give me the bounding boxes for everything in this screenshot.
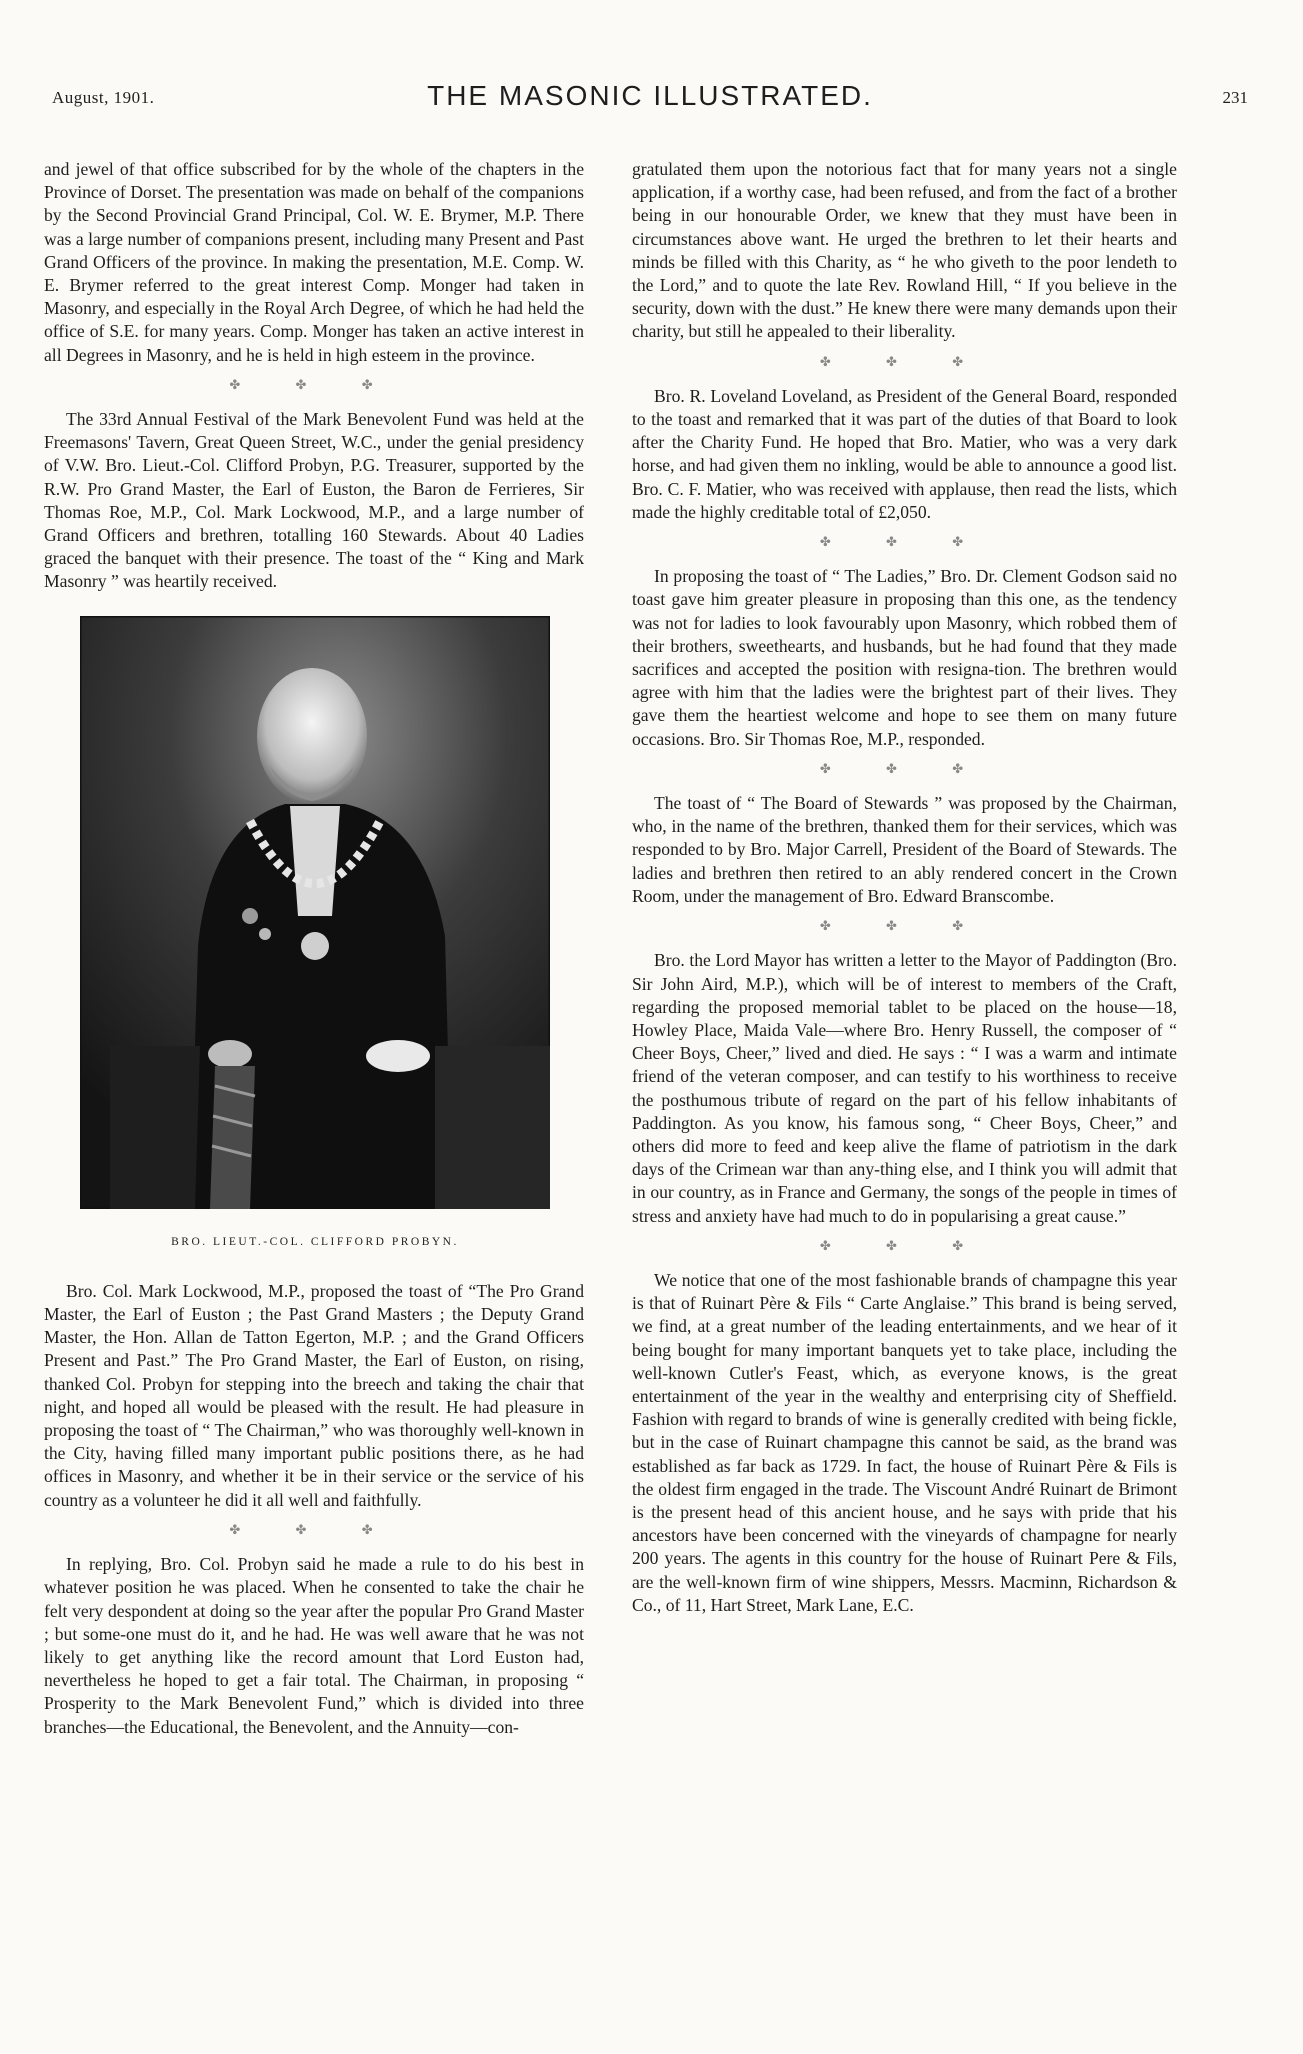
portrait-figure: [80, 616, 550, 1254]
ornament-separator: ✤ ✤ ✤: [819, 1237, 990, 1253]
page-header: [52, 80, 1248, 120]
ornament-separator: ✤ ✤ ✤: [819, 534, 990, 550]
ornament-separator: ✤ ✤ ✤: [229, 376, 399, 392]
paragraph: and jewel of that office subscribed for by the whole of the chapters in the Province of Dorset. The presentation was made on behalf of the companions by the Second Provincial Grand Principal, Col. W. E. Brymer, M.P. There was a large number of companions present, including many Present and Past Grand Officers of the province. In making the presentation, M.E. Comp. W. E. Brymer referred to the great interest Comp. Monger had taken in Masonry, and especially in the Royal Arch Degree, of which he had held the office of S.E. for many years. Comp. Monger has taken an active interest in all Degrees in Masonry, and he is held in high esteem in the province.: [44, 159, 584, 365]
paragraph: The 33rd Annual Festival of the Mark Benevolent Fund was held at the Freemasons' Tavern, Great Queen Street, W.C., under the genial presidency of V.W. Bro. Lieut.-Col. Clifford Probyn, P.G. Treasurer, supported by the R.W. Pro Grand Master, the Earl of Euston, the Baron de Ferrieres, Sir Thomas Roe, M.P., Col. Mark Lockwood, M.P., and a large number of Grand Officers and brethren, totalling 160 Stewards. About 40 Ladies graced the banquet with their presence. The toast of the “ King and Mark Masonry ” was heartily received.: [44, 409, 584, 592]
page-number: 231: [1222, 88, 1248, 107]
paragraph: Bro. R. Loveland Loveland, as President of the General Board, responded to the toast and remarked that it was part of the duties of that Board to look after the Charity Fund. He hoped that Bro. Matier, who was a very dark horse, and had given them no inkling, would be able to announce a good list. Bro. C. F. Matier, who was received with applause, then read the lists, which made the highly creditable total of £2,050.: [632, 385, 1177, 522]
ornament-separator: ✤ ✤ ✤: [819, 760, 990, 776]
publication-title: THE MASONIC ILLUSTRATED.: [427, 80, 873, 111]
paragraph: The toast of “ The Board of Stewards ” was proposed by the Chairman, who, in the name of the brethren, thanked them for their services, which was responded to by Bro. Major Carrell, President of the Board of Stewards. The ladies and brethren then retired to an ably rendered concert in the Crown Room, under the management of Bro. Edward Branscombe.: [632, 793, 1177, 906]
portrait-caption: BRO. LIEUT.-COL. CLIFFORD PROBYN.: [171, 1235, 459, 1248]
paragraph: gratulated them upon the notorious fact that for many years not a single application, if a worthy case, had been refused, and from the fact of a brother being in our honourable Order, we knew that they must have been in circumstances above want. He urged the brethren to let their hearts and minds be filled with this Charity, as “ he who giveth to the poor lendeth to the Lord,” and to quote the late Rev. Rowland Hill, “ If you believe in the security, down with the dust.” He knew there were many demands upon their charity, but still he appealed to their liberality.: [632, 159, 1177, 342]
left-column: [44, 158, 584, 1742]
ornament-separator: ✤ ✤ ✤: [819, 353, 990, 369]
paragraph: Bro. the Lord Mayor has written a letter to the Mayor of Paddington (Bro. Sir John Aird, M.P.), which will be of interest to members of the Craft, regarding the proposed memorial tablet to be placed on the house—18, Howley Place, Maida Vale—where Bro. Henry Russell, the composer of “ Cheer Boys, Cheer,” lived and died. He says : “ I was a warm and intimate friend of the veteran composer, and can testify to his worthiness to receive the posthumous tribute of regard on the part of his fellow inhabitants of Paddington. As you know, his famous song, “ Cheer Boys, Cheer,” and others did more to feed and keep alive the flame of patriotism in the dark days of the Crimean war than any-thing else, and I think you will admit that in our country, as in France and Germany, the songs of the people in times of stress and anxiety have had much to do in popularising a great cause.”: [632, 950, 1177, 1226]
right-column: [632, 158, 1177, 1620]
paragraph: Bro. Col. Mark Lockwood, M.P., proposed the toast of “The Pro Grand Master, the Earl of Euston ; the Past Grand Masters ; the Deputy Grand Master, the Hon. Allan de Tatton Egerton, M.P. ; and the Grand Officers Present and Past.” The Pro Grand Master, the Earl of Euston, on rising, thanked Col. Probyn for stepping into the breech and taking the chair that night, and hoped all would be pleased with the result. He had pleasure in proposing the toast of “ The Chairman,” who was thoroughly well-known in the City, having filled many important public positions there, as he had offices in Masonry, and whether it be in their service or the service of his country as a volunteer he did it all well and faithfully.: [44, 1280, 584, 1510]
issue-date: August, 1901.: [52, 88, 155, 107]
ornament-separator: ✤ ✤ ✤: [229, 1521, 399, 1537]
portrait-photo: [80, 616, 550, 1209]
paragraph: In proposing the toast of “ The Ladies,” Bro. Dr. Clement Godson said no toast gave him greater pleasure in proposing than this one, as the tendency was not for ladies to look favourably upon Masonry, which robbed them of their brothers, sweethearts, and husbands, but he had found that they made sacrifices and accepted the position with resigna-tion. The brethren would agree with him that the ladies were the brightest part of their lives. They gave them the heartiest welcome and hope to see them on many future occasions. Bro. Sir Thomas Roe, M.P., responded.: [632, 566, 1177, 749]
paragraph: We notice that one of the most fashionable brands of champagne this year is that of Ruinart Père & Fils “ Carte Anglaise.” This brand is being served, we find, at a great number of the leading entertainments, and we hear of it being bought for many important banquets yet to take place, including the well-known Cutler's Feast, which, as everyone knows, is the great entertainment of the year in the wealthy and enterprising city of Sheffield. Fashion with regard to brands of wine is generally credited with being fickle, but in the case of Ruinart champagne this cannot be said, as the brand was established as far back as 1729. In fact, the house of Ruinart Père & Fils is the oldest firm engaged in the trade. The Viscount André Ruinart de Brimont is the present head of this ancient house, and he says with pride that his ancestors have been concerned with the vineyards of champagne for nearly 200 years. The agents in this country for the house of Ruinart Pere & Fils, are the well-known firm of wine shippers, Messrs. Macminn, Richardson & Co., of 11, Hart Street, Mark Lane, E.C.: [632, 1269, 1177, 1615]
paragraph: In replying, Bro. Col. Probyn said he made a rule to do his best in whatever position he was placed. When he consented to take the chair he felt very despondent at doing so the year after the popular Pro Grand Master ; but some-one must do it, and he had. He was well aware that he was not likely to get anything like the record amount that Lord Euston had, nevertheless he hoped to get a fair total. The Chairman, in proposing “ Prosperity to the Mark Benevolent Fund,” which is divided into three branches—the Educational, the Benevolent, and the Annuity—con-: [44, 1554, 584, 1737]
ornament-separator: ✤ ✤ ✤: [819, 918, 990, 934]
